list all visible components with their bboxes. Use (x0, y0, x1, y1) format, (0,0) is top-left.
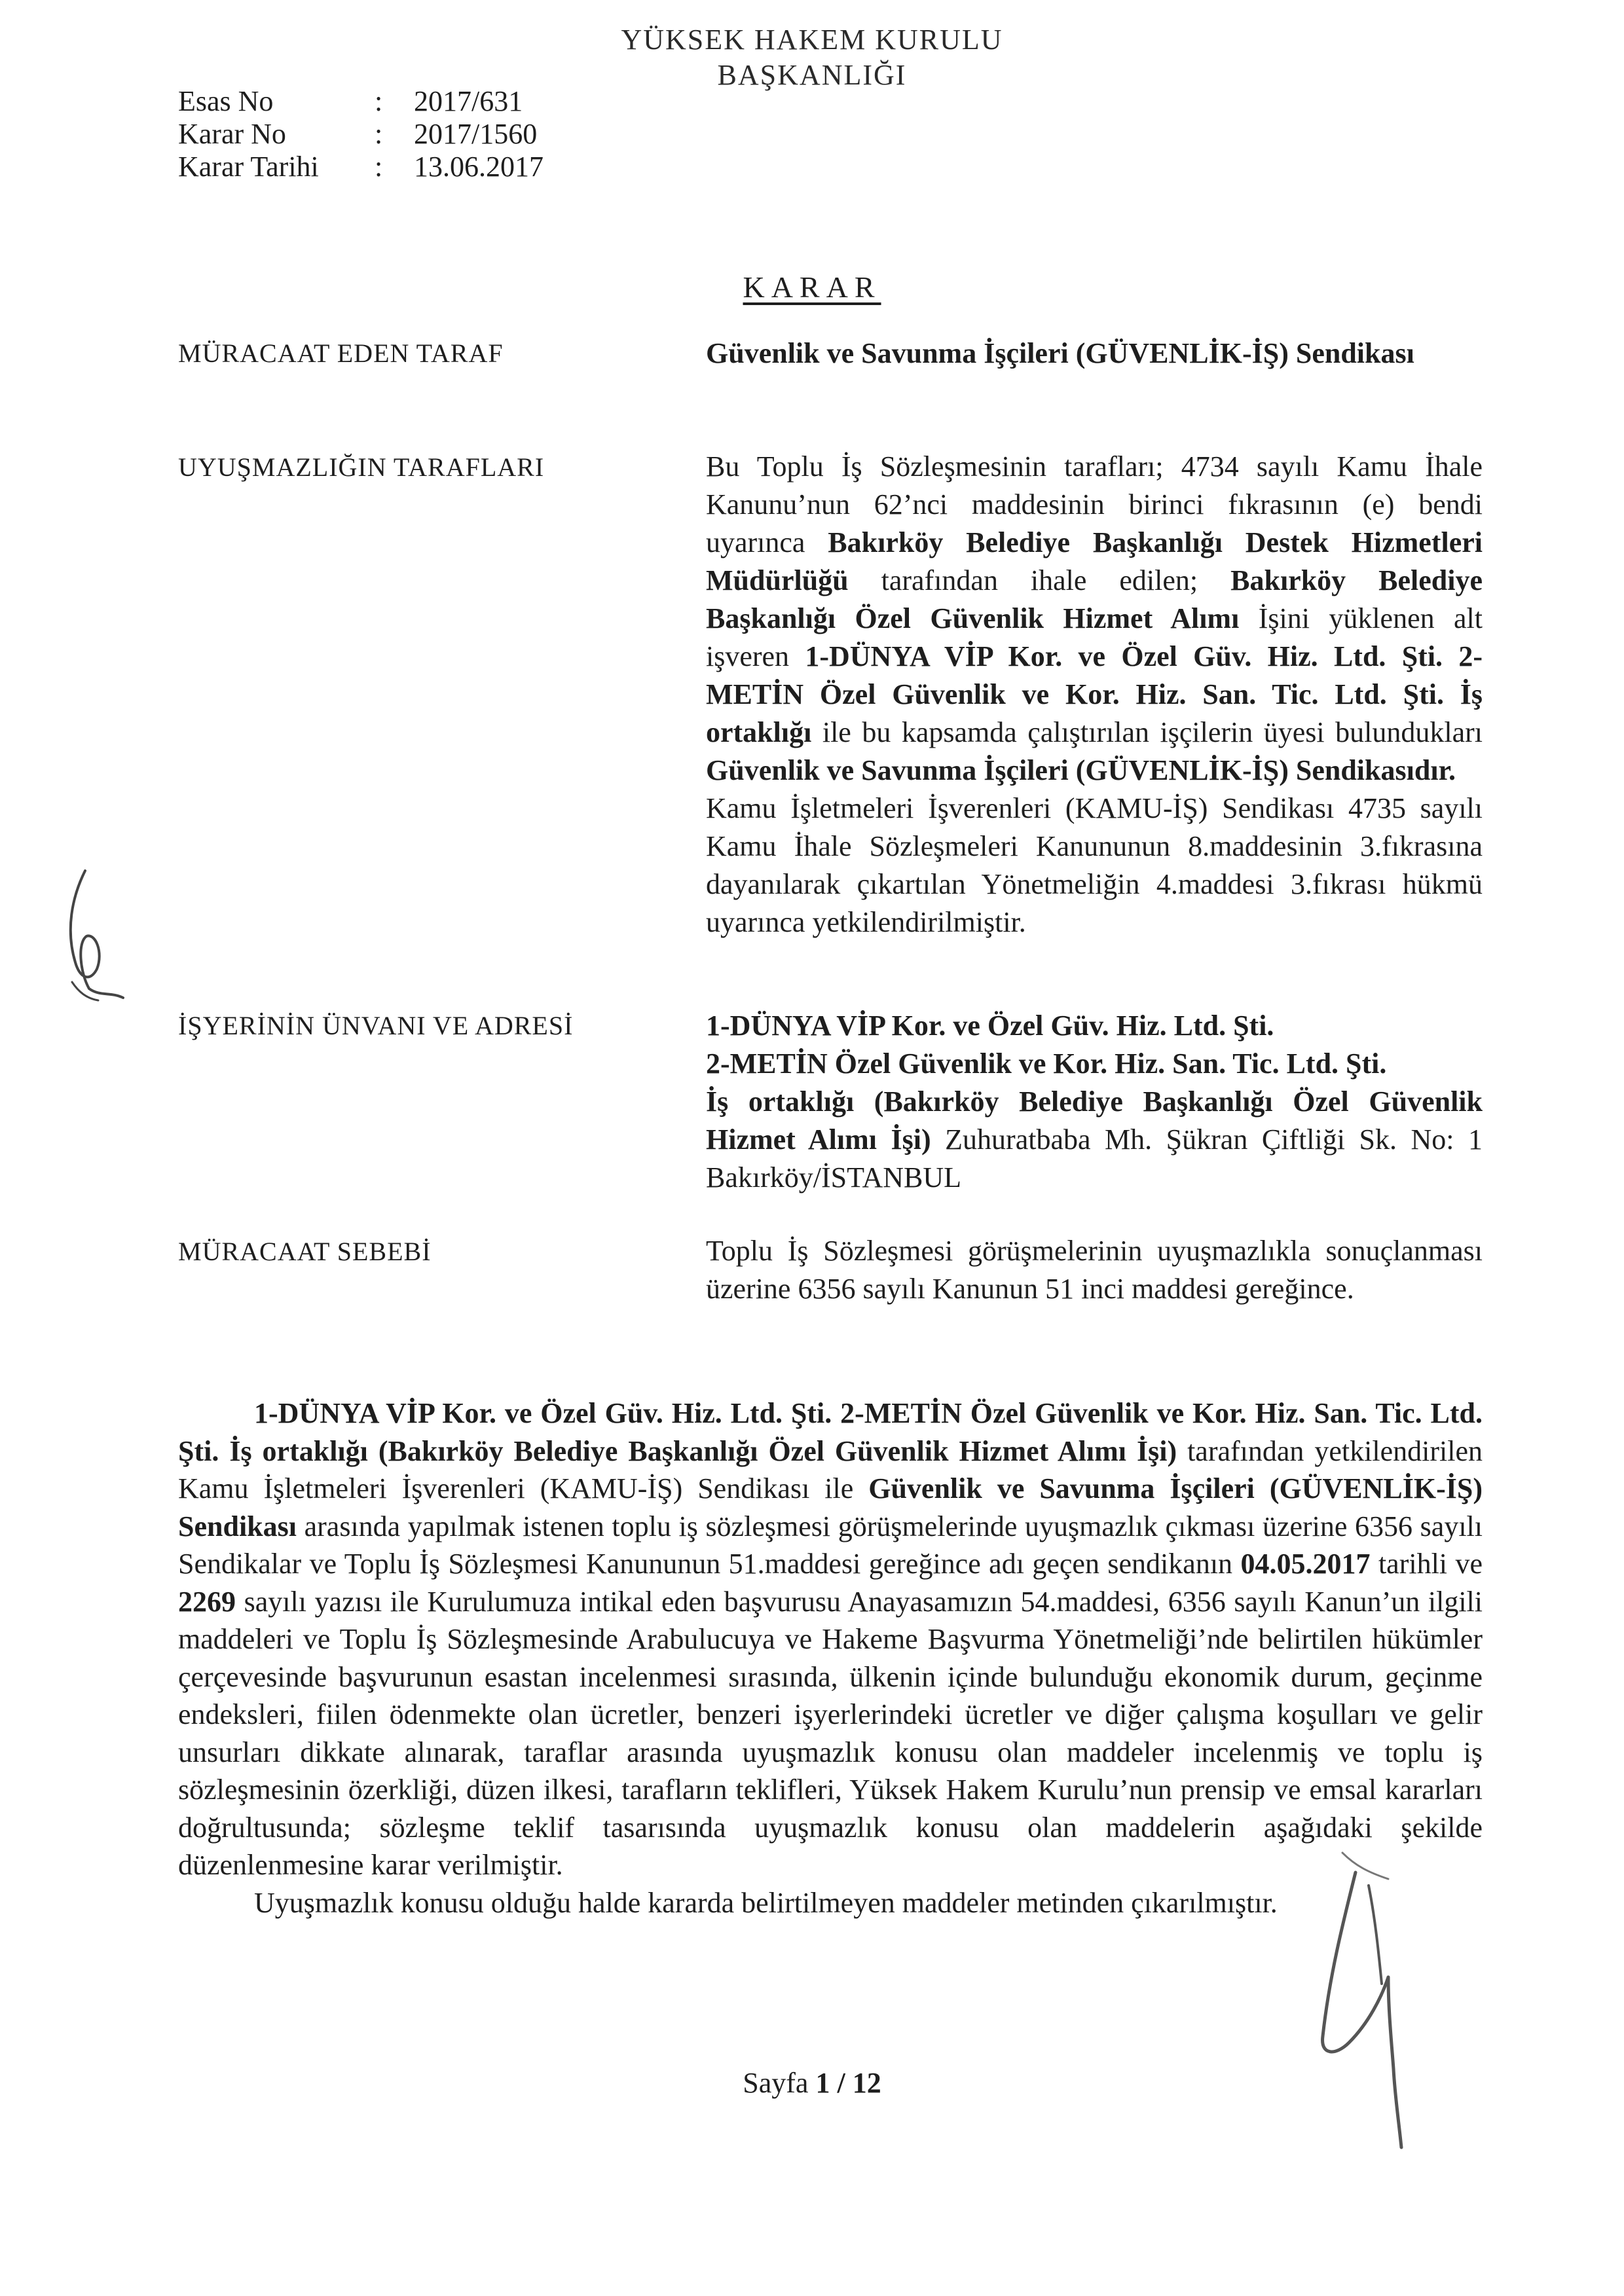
body-bold: Güvenlik ve Savunma İşçileri (GÜVENLİK-İŞ) Sendikası (178, 1472, 1483, 1542)
applicant-name: Güvenlik ve Savunma İşçileri (GÜVENLİK-İŞ) Sendikası (706, 337, 1414, 369)
parties-bold: 1-DÜNYA VİP Kor. ve Özel Güv. Hiz. Ltd. Şti. 2-METİN Özel Güvenlik ve Kor. Hiz. San. Tic. Ltd. Şti. İş ortaklığı (706, 640, 1483, 748)
body-bold: 04.05.2017 (1240, 1548, 1371, 1580)
page-separator: / (830, 2067, 853, 2099)
body-bold: 2269 (178, 1585, 236, 1618)
parties-bold: Bakırköy Belediye Başkanlığı Destek Hizmetleri Müdürlüğü (706, 526, 1483, 596)
issuer-header (0, 22, 1624, 93)
body-text: tarafından yetkilendirilen Kamu İşletmeleri İşverenleri (KAMU-İŞ) Sendikası ile (178, 1434, 1483, 1504)
meta-value: 13.06.2017 (414, 151, 544, 183)
value-reason: Toplu İş Sözleşmesi görüşmelerinin uyuşmazlıkla sonuçlanması üzerine 6356 sayılı Kanunun 51 inci maddesi gereğince. (706, 1235, 1483, 1305)
value-applicant (706, 335, 1483, 373)
body-bold: 1-DÜNYA VİP Kor. ve Özel Güv. Hiz. Ltd. Şti. 2-METİN Özel Güvenlik ve Kor. Hiz. San. Tic. Ltd. Şti. İş ortaklığı (Bakırköy Belediye Başkanlığı Özel Güvenlik Hizmet Alımı İşi) (178, 1397, 1483, 1467)
signature (1297, 1846, 1467, 2160)
meta-value: 2017/631 (414, 85, 523, 117)
meta-row-karar-no (178, 118, 544, 151)
meta-value: 2017/1560 (414, 118, 538, 150)
parties-authorization: Kamu İşletmeleri İşverenleri (KAMU-İŞ) Sendikası 4735 sayılı Kamu İhale Sözleşmeleri Kanununun 8.maddesinin 3.fıkrasına dayanılarak çıkartılan Yönetmeliğin 4.maddesi 3.fıkrası hükmü uyarınca yetkilendirilmiştir. (706, 792, 1483, 938)
body-text: tarihli ve (1370, 1548, 1483, 1580)
parties-bold: Güvenlik ve Savunma İşçileri (GÜVENLİK-İŞ) Sendikasıdır. (706, 754, 1456, 786)
issuer-unit: BAŞKANLIĞI (717, 59, 907, 91)
label-workplace: İŞYERİNİN ÜNVANI VE ADRESİ (178, 1011, 574, 1040)
meta-colon: : (375, 85, 383, 117)
workplace-address: Zuhuratbaba Mh. Şükran Çiftliği Sk. No: 1 Bakırköy/İSTANBUL (706, 1123, 1483, 1194)
parties-text: ile bu kapsamda çalıştırılan işçilerin üyesi bulundukları (811, 716, 1483, 748)
handwritten-initial (39, 858, 131, 1015)
workplace-partnership: İş ortaklığı (Bakırköy Belediye Başkanlığı Özel Güvenlik Hizmet Alımı İşi) (706, 1085, 1483, 1156)
meta-label: Esas No (178, 85, 274, 117)
page-current: 1 (815, 2067, 830, 2099)
parties-text: tarafından ihale edilen; (848, 564, 1231, 596)
parties-text: Bu Toplu İş Sözleşmesinin tarafları; 4734 sayılı Kamu İhale Kanunu’nun 62’nci maddesinin birinci fıkrasının (e) bendi uyarınca (706, 450, 1483, 558)
parties-bold: Bakırköy Belediye Başkanlığı Özel Güvenlik Hizmet Alımı (706, 564, 1483, 634)
workplace-company-2: 2-METİN Özel Güvenlik ve Kor. Hiz. San. Tic. Ltd. Şti. (706, 1048, 1387, 1080)
body-paragraph-2: Uyuşmazlık konusu olduğu halde kararda belirtilmeyen maddeler metinden çıkarılmıştır. (254, 1886, 1278, 1919)
document-title-text: KARAR (743, 270, 881, 304)
issuer-name: YÜKSEK HAKEM KURULU (621, 24, 1003, 56)
label-reason: MÜRACAAT SEBEBİ (178, 1237, 432, 1266)
decision-meta (178, 85, 544, 183)
workplace-line2 (706, 1045, 1483, 1083)
meta-row-karar-tarihi (178, 151, 544, 183)
workplace-company-1: 1-DÜNYA VİP Kor. ve Özel Güv. Hiz. Ltd. Şti. (706, 1010, 1274, 1042)
document-title (0, 270, 1624, 304)
page-prefix: Sayfa (743, 2067, 816, 2099)
value-parties (706, 448, 1483, 941)
parties-paragraph (706, 448, 1483, 790)
meta-label: Karar Tarihi (178, 151, 319, 183)
body-text: sayılı yazısı ile Kurulumuza intikal eden başvurusu Anayasamızın 54.maddesi, 6356 sayılı Kanun’un ilgili maddeleri ve Toplu İş Sözleşmesinde Arabulucuya ve Hakeme Başvurma Yönetmeliği’nde belirtilen hükümler çerçevesinde başvurunun esastan incelenmesi sırasında, ülkenin içinde bulunduğu ekonomik durum, geçinme endeksleri, fiilen ödenmekte olan ücretler, benzeri işyerlerindeki ücretler ve diğer çalışma koşulları ve gelir unsurları dikkate alınarak, taraflar arasında uyuşmazlık konusu olan maddeler incelenmiş ve toplu iş sözleşmesinin özerkliği, düzen ilkesi, tarafların teklifleri, Yüksek Hakem Kurulu’nun prensip ve emsal kararları doğrultusunda; sözleşme teklif tasarısında uyuşmazlık konusu olan maddelerin aşağıdaki şekilde düzenlenmesine karar verilmiştir. (178, 1585, 1483, 1881)
label-applicant: MÜRACAAT EDEN TARAF (178, 338, 504, 368)
workplace-line3 (706, 1083, 1483, 1197)
meta-colon: : (375, 151, 383, 183)
label-parties: UYUŞMAZLIĞIN TARAFLARI (178, 452, 545, 482)
meta-colon: : (375, 118, 383, 150)
body-text: arasında yapılmak istenen toplu iş sözleşmesi görüşmelerinde uyuşmazlık çıkması üzerine 6356 sayılı Sendikalar ve Toplu İş Sözleşmesi Kanununun 51.maddesi gereğince adı geçen sendikanın (178, 1510, 1483, 1580)
body-paragraph-1 (178, 1394, 1483, 1884)
value-workplace (706, 1007, 1483, 1197)
meta-row-esas-no (178, 85, 544, 118)
page-total: 12 (852, 2067, 881, 2099)
workplace-line1 (706, 1007, 1483, 1045)
meta-label: Karar No (178, 118, 286, 150)
parties-text: İşini yüklenen alt işveren (706, 602, 1483, 672)
decision-body (178, 1394, 1483, 1922)
